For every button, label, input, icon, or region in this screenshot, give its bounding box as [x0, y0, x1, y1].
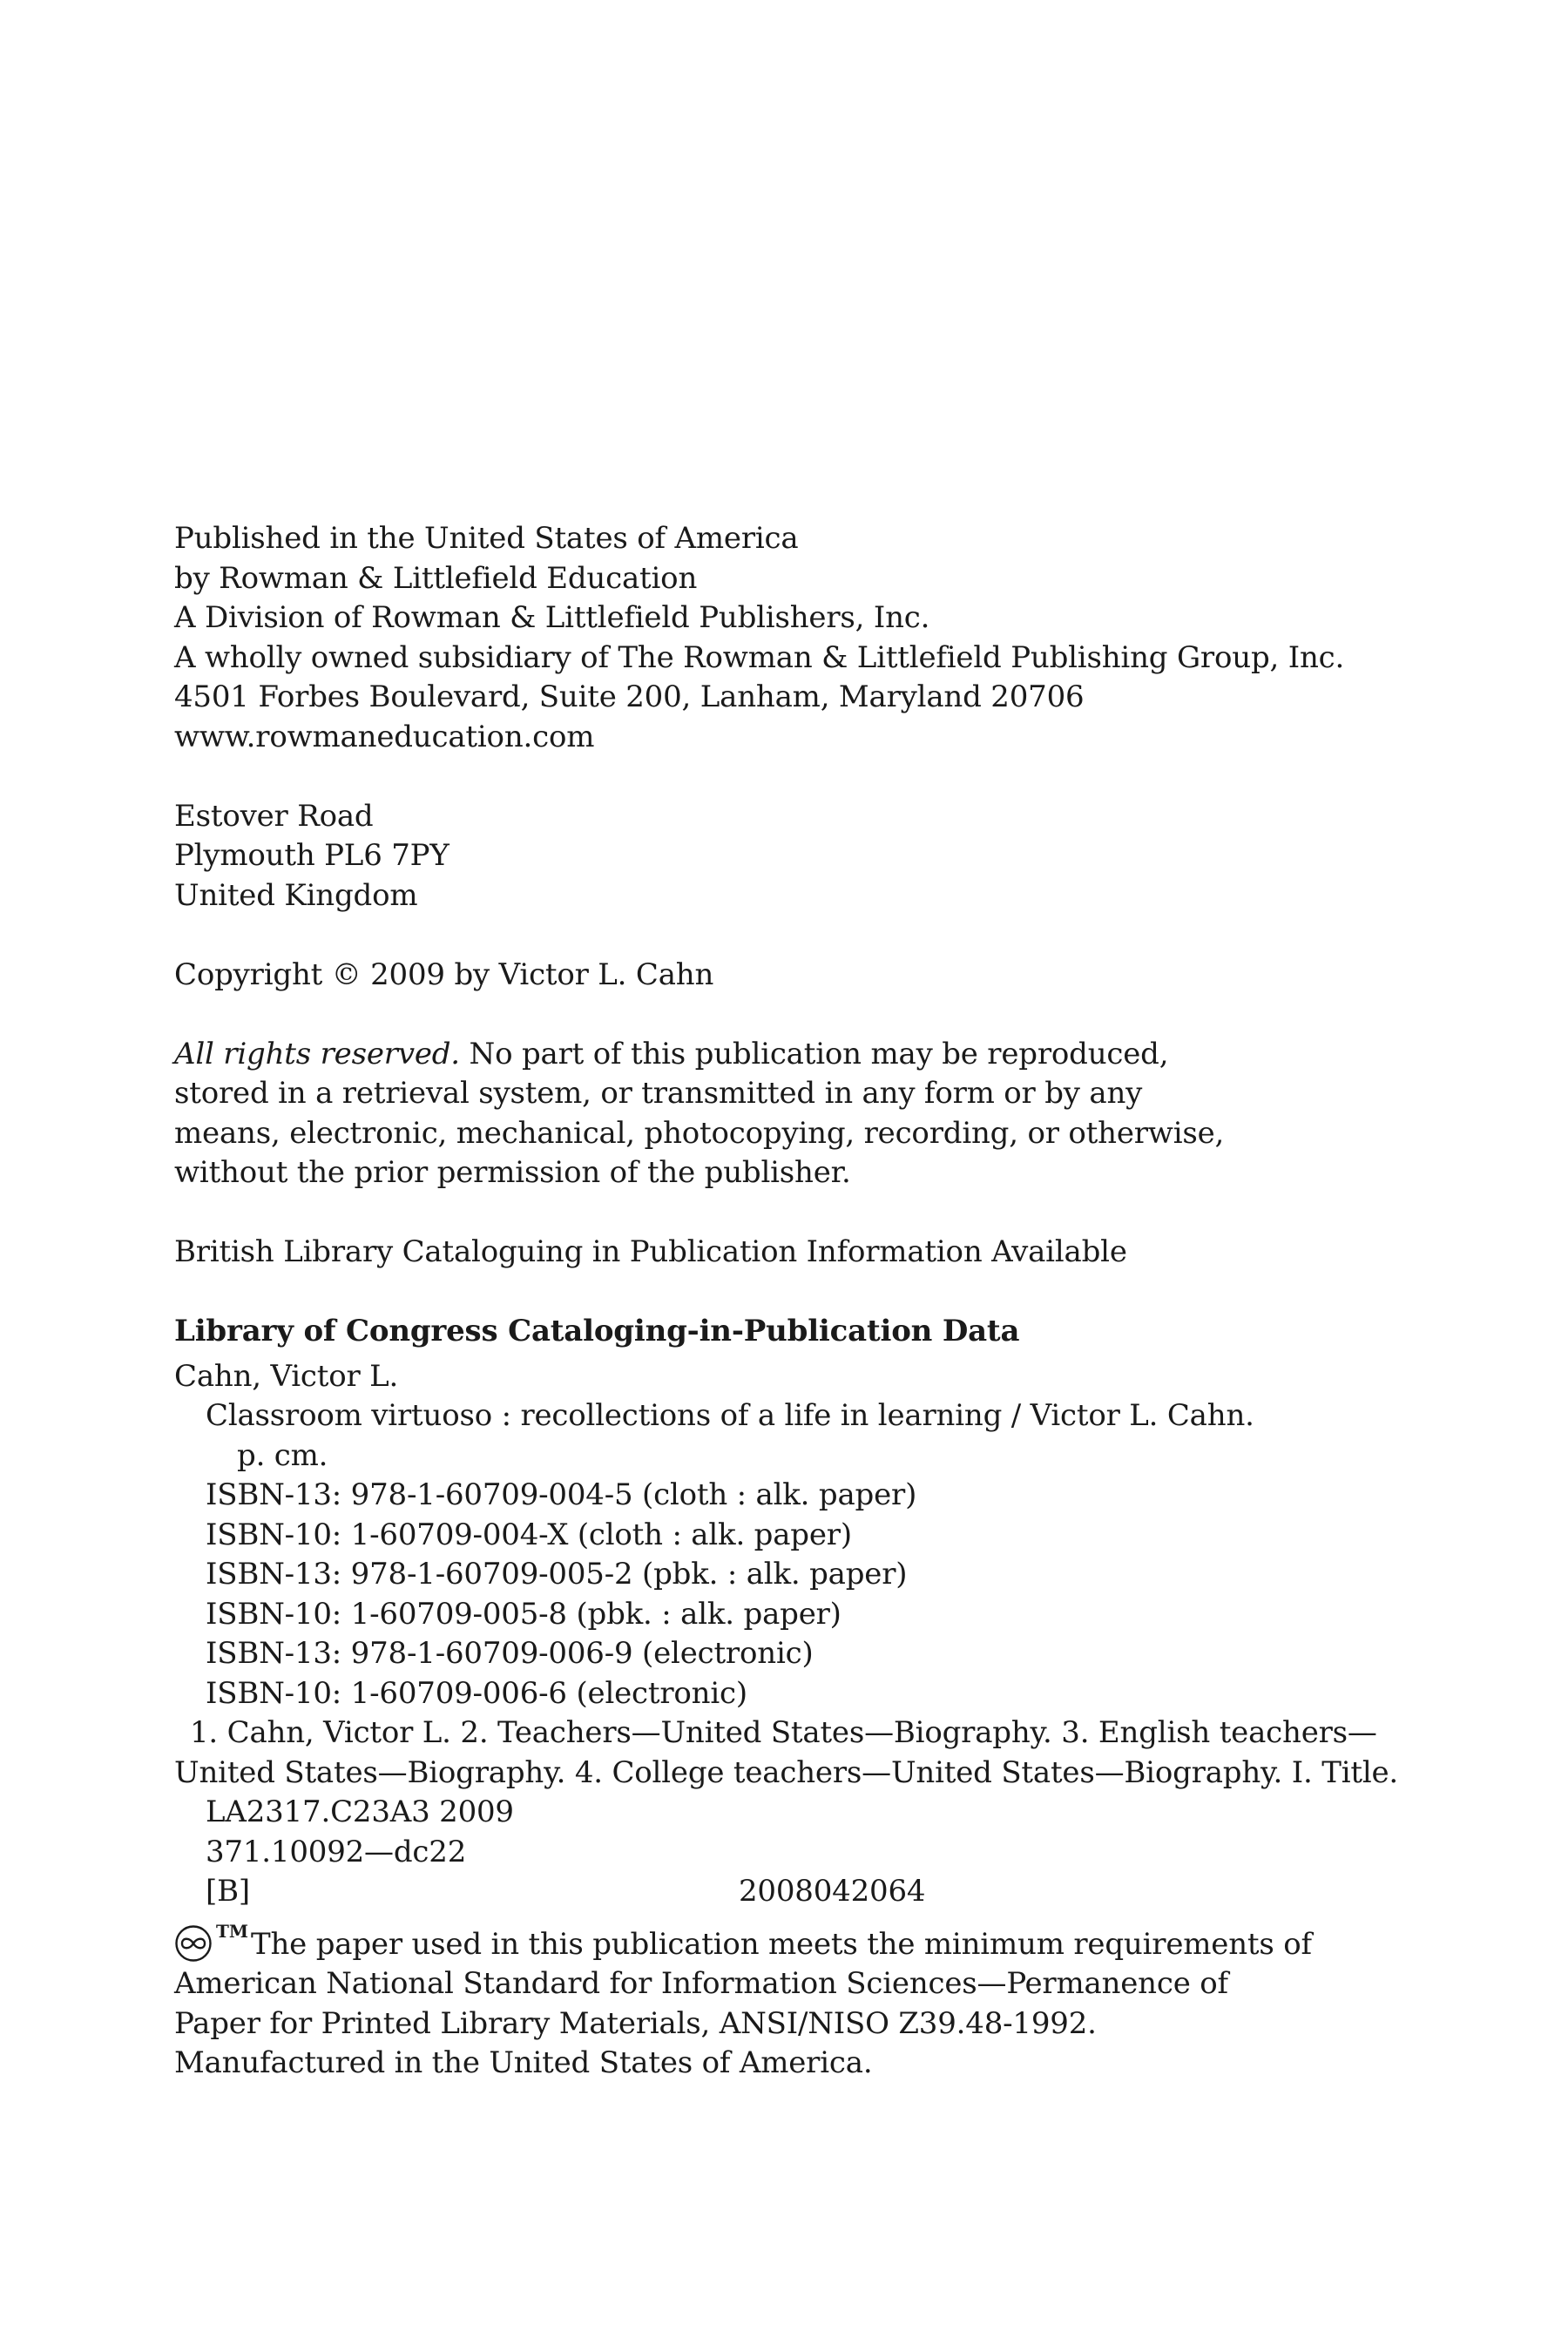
publisher-block	[174, 519, 1411, 757]
rights-line-rest: No part of this publication may be reproduced,	[459, 1036, 1169, 1071]
paper-notice-text: The paper used in this publication meets the minimum requirements of	[251, 1926, 1312, 1962]
spacer	[174, 1193, 1411, 1233]
cip-isbn: ISBN-13: 978-1-60709-005-2 (pbk. : alk. paper)	[206, 1557, 908, 1592]
paper-notice-block	[174, 1920, 1411, 2084]
rights-line: stored in a retrieval system, or transmitted in any form or by any	[174, 1076, 1143, 1111]
rights-line: without the prior permission of the publisher.	[174, 1155, 851, 1190]
paper-notice-line: American National Standard for Information Sciences—Permanence of	[174, 1966, 1228, 2001]
cip-lccn: 2008042064	[739, 1874, 926, 1909]
cip-heading: Library of Congress Cataloging-in-Publication Data	[174, 1314, 1020, 1348]
cip-isbn: ISBN-10: 1-60709-006-6 (electronic)	[206, 1675, 747, 1711]
cip-format-row	[174, 1872, 1411, 1912]
publisher-line: A wholly owned subsidiary of The Rowman & Littlefield Publishing Group, Inc.	[174, 639, 1345, 675]
cip-subjects-line: 1. Cahn, Victor L. 2. Teachers—United States—Biography. 3. English teachers—	[190, 1715, 1377, 1750]
uk-address-line: Plymouth PL6 7PY	[174, 838, 449, 873]
cip-isbn: ISBN-10: 1-60709-004-X (cloth : alk. paper)	[206, 1517, 852, 1552]
rights-line	[174, 1035, 1411, 1075]
cip-lc-class: LA2317.C23A3 2009	[206, 1794, 514, 1829]
paper-notice-line	[174, 1920, 1411, 1965]
trademark-mark: TM	[216, 1920, 249, 1942]
british-library-notice: British Library Cataloguing in Publication Information Available	[174, 1234, 1127, 1269]
paper-notice-line: Paper for Printed Library Materials, ANSI/NISO Z39.48-1992.	[174, 2005, 1097, 2041]
rights-block	[174, 1035, 1411, 1193]
uk-address-line: United Kingdom	[174, 877, 418, 913]
spacer	[174, 757, 1411, 797]
cip-block	[174, 1312, 1411, 1912]
uk-address-line: Estover Road	[174, 798, 374, 834]
cip-isbn: ISBN-13: 978-1-60709-004-5 (cloth : alk. paper)	[206, 1477, 917, 1512]
rights-line: means, electronic, mechanical, photocopying, recording, or otherwise,	[174, 1115, 1225, 1151]
publisher-line: A Division of Rowman & Littlefield Publishers, Inc.	[174, 600, 930, 635]
rights-lead: All rights reserved.	[174, 1036, 460, 1071]
copyright-notice: Copyright © 2009 by Victor L. Cahn	[174, 956, 714, 992]
publisher-line: Published in the United States of America	[174, 521, 799, 556]
cip-format-code: [B]	[206, 1874, 250, 1909]
manufacture-notice: Manufactured in the United States of America.	[174, 2045, 873, 2080]
cip-title-line: Classroom virtuoso : recollections of a life in learning / Victor L. Cahn.	[206, 1398, 1254, 1433]
permanence-symbol	[174, 1920, 251, 1959]
spacer	[174, 1912, 1411, 1924]
uk-address-block	[174, 797, 1411, 916]
cip-pages: p. cm.	[237, 1437, 328, 1473]
spacer	[174, 916, 1411, 956]
spacer	[174, 995, 1411, 1035]
cip-isbn: ISBN-10: 1-60709-005-8 (pbk. : alk. paper)	[206, 1596, 841, 1632]
copyright-page	[174, 519, 1411, 2084]
spacer	[174, 1273, 1411, 1313]
cip-isbn: ISBN-13: 978-1-60709-006-9 (electronic)	[206, 1636, 814, 1671]
cip-dewey: 371.10092—dc22	[206, 1834, 467, 1869]
publisher-website: www.rowmaneducation.com	[174, 719, 595, 754]
permanence-of-paper-icon	[174, 1924, 213, 1963]
publisher-line: by Rowman & Littlefield Education	[174, 560, 698, 596]
cip-author: Cahn, Victor L.	[174, 1358, 399, 1394]
publisher-line: 4501 Forbes Boulevard, Suite 200, Lanham, Maryland 20706	[174, 679, 1085, 714]
cip-subjects-line: United States—Biography. 4. College teachers—United States—Biography. I. Title.	[174, 1754, 1399, 1790]
